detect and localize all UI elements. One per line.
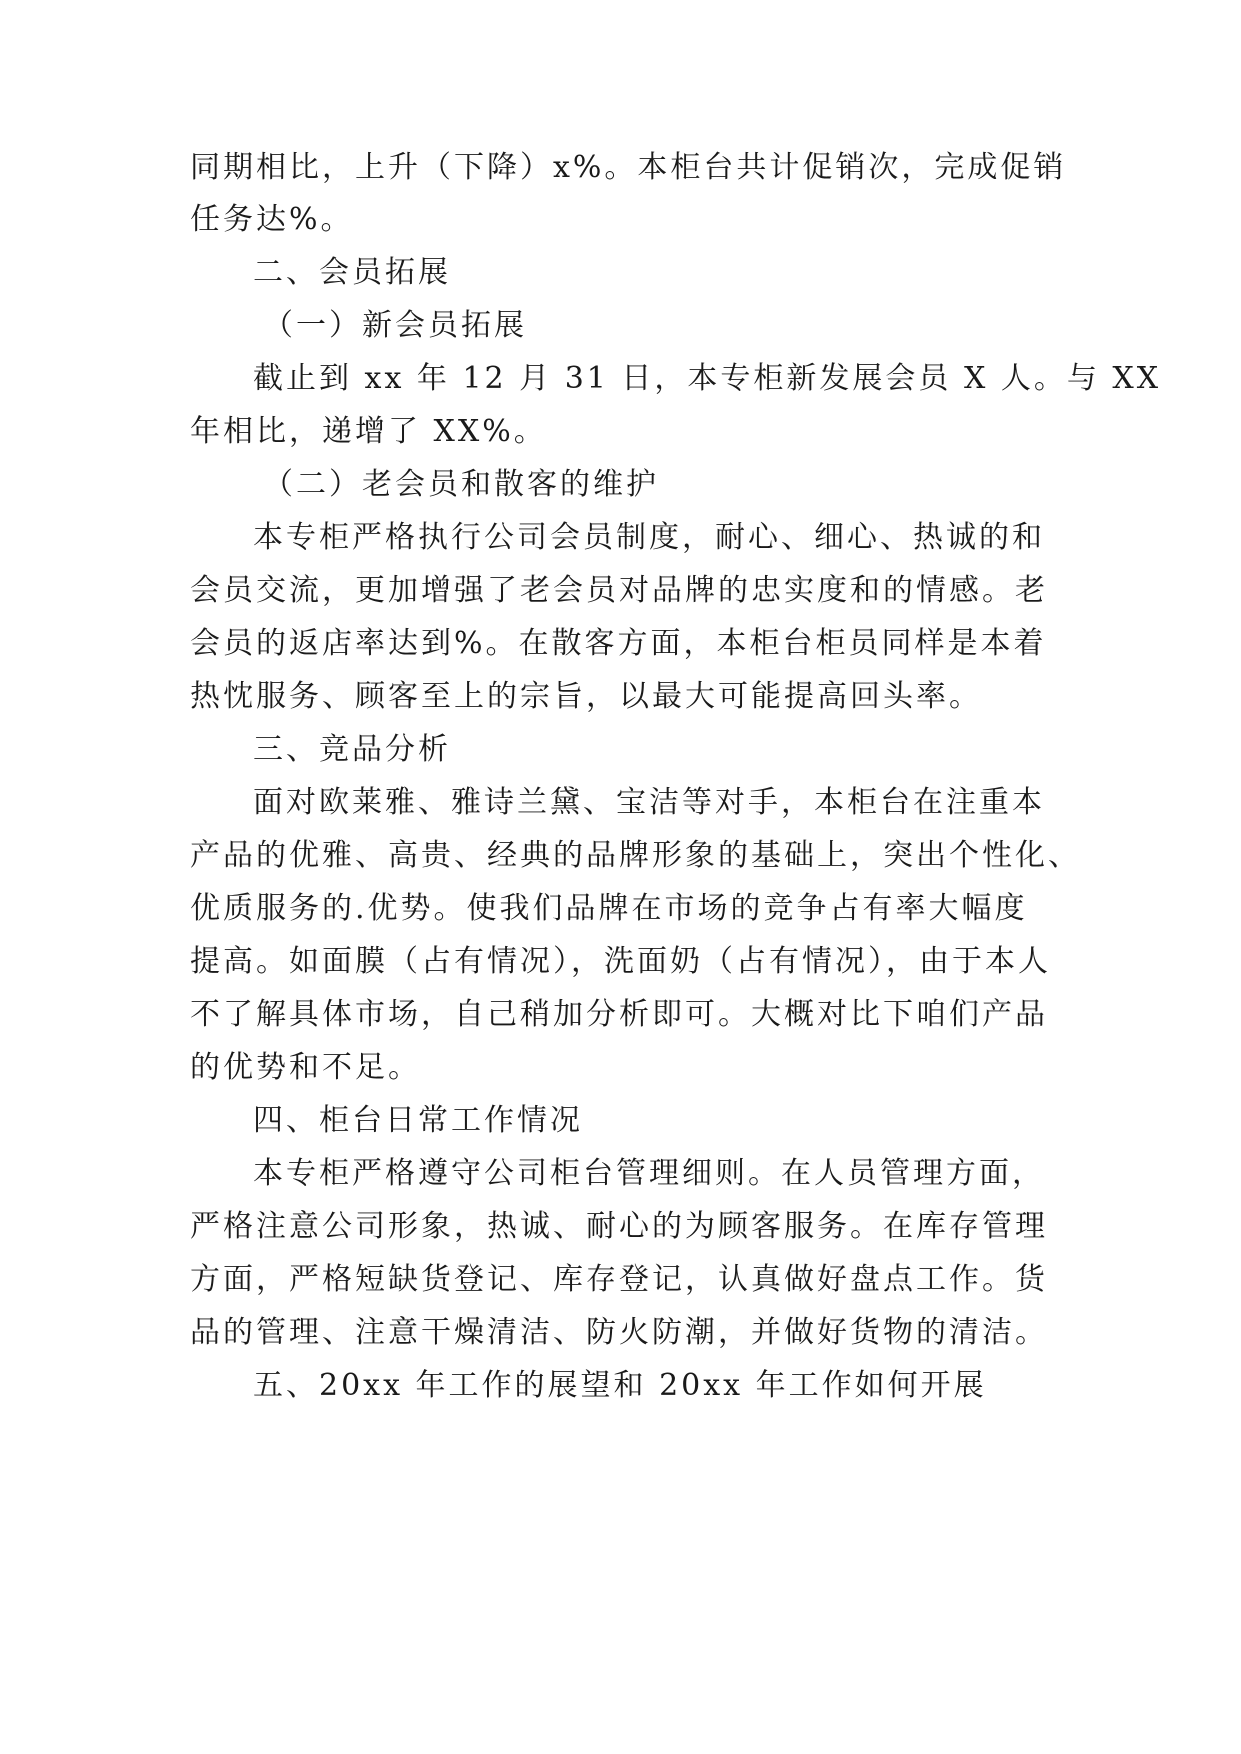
text-line: 面对欧莱雅、雅诗兰黛、宝洁等对手，本柜台在注重本 (253, 785, 1045, 820)
text-line: 方面，严格短缺货登记、库存登记，认真做好盘点工作。货 (190, 1262, 1048, 1297)
text-line: 会员交流，更加增强了老会员对品牌的忠实度和的情感。老 (190, 573, 1048, 608)
text-line: 同期相比，上升（下降）x%。本柜台共计促销次，完成促销 (190, 150, 1067, 185)
text-line: 会员的返店率达到%。在散客方面，本柜台柜员同样是本着 (190, 626, 1047, 661)
text-line: 提高。如面膜（占有情况），洗面奶（占有情况），由于本人 (190, 944, 1051, 979)
text-line: 本专柜严格执行公司会员制度，耐心、细心、热诚的和 (253, 520, 1045, 555)
text-line: 的优势和不足。 (190, 1050, 421, 1085)
text-line: 不了解具体市场，自己稍加分析即可。大概对比下咱们产品 (190, 997, 1048, 1032)
subsection-heading-2-2: （二）老会员和散客的维护 (263, 467, 659, 502)
section-heading-2: 二、会员拓展 (253, 255, 451, 290)
section-heading-5: 五、20xx 年工作的展望和 20xx 年工作如何开展 (253, 1368, 987, 1403)
text-line: 年相比，递增了 XX%。 (190, 414, 547, 449)
text-line: 本专柜严格遵守公司柜台管理细则。在人员管理方面， (253, 1156, 1045, 1191)
section-heading-4: 四、柜台日常工作情况 (253, 1103, 583, 1138)
subsection-heading-2-1: （一）新会员拓展 (263, 308, 527, 343)
text-line: 严格注意公司形象，热诚、耐心的为顾客服务。在库存管理 (190, 1209, 1048, 1244)
text-line: 产品的优雅、高贵、经典的品牌形象的基础上，突出个性化、 (190, 838, 1081, 873)
section-heading-3: 三、竞品分析 (253, 732, 451, 767)
text-line: 截止到 xx 年 12 月 31 日，本专柜新发展会员 X 人。与 XX (253, 361, 1162, 396)
text-line: 热忱服务、顾客至上的宗旨，以最大可能提高回头率。 (190, 679, 982, 714)
text-line: 任务达%。 (190, 202, 354, 237)
text-line: 品的管理、注意干燥清洁、防火防潮，并做好货物的清洁。 (190, 1315, 1048, 1350)
text-line: 优质服务的.优势。使我们品牌在市场的竞争占有率大幅度 (190, 891, 1028, 926)
